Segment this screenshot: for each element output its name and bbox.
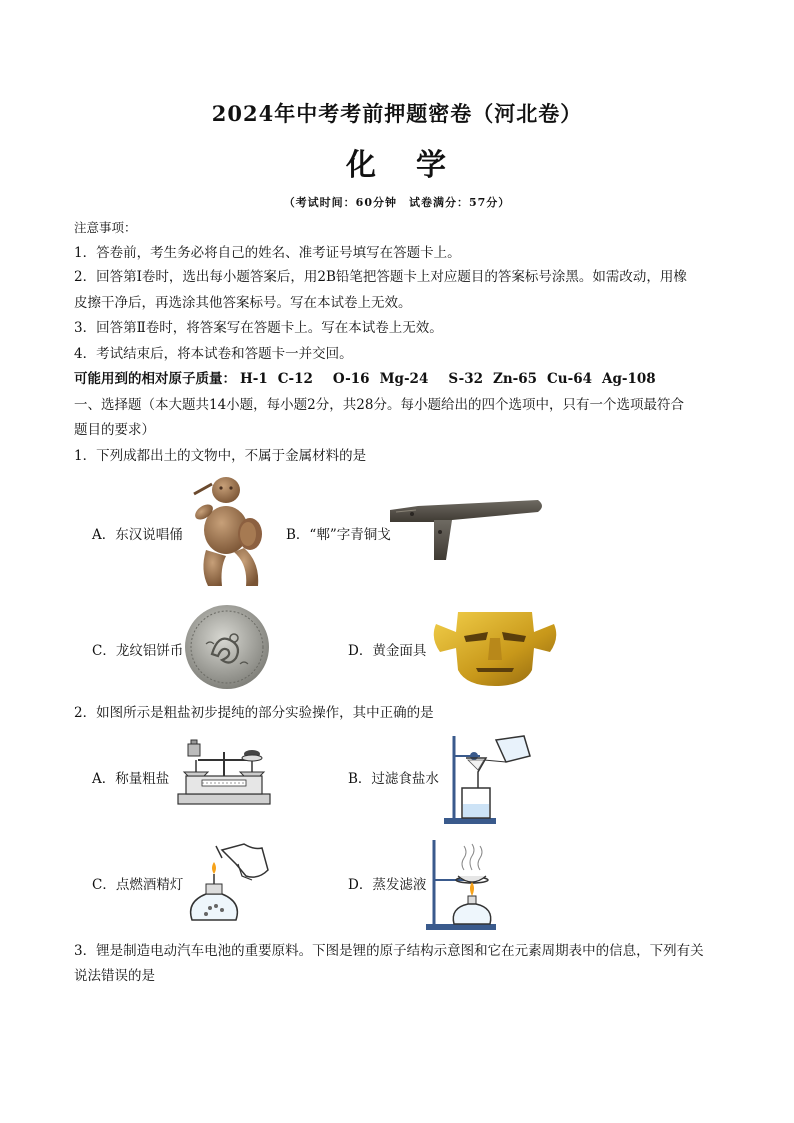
section-heading-cont: 题目的要求） (74, 422, 155, 438)
alcohol-lamp-lighting-image (182, 840, 274, 926)
atomic-mass-label: 可能用到的相对原子质量： (74, 371, 236, 387)
storyteller-figurine-image (186, 470, 270, 592)
dragon-coin-image (184, 604, 270, 690)
q1-option-a: A．东汉说唱俑 (92, 527, 183, 543)
q2-option-d: D．蒸发滤液 (348, 877, 427, 893)
question-2-stem: 2．如图所示是粗盐初步提纯的部分实验操作，其中正确的是 (74, 705, 434, 721)
question-3-stem-cont: 说法错误的是 (74, 968, 155, 984)
gold-mask-image (428, 608, 562, 688)
note-item: 1．答卷前，考生务必将自己的姓名、准考证号填写在答题卡上。 (74, 245, 461, 261)
subject-char: 化 (346, 148, 378, 183)
question-1-stem: 1．下列成都出土的文物中，不属于金属材料的是 (74, 448, 367, 464)
atomic-mass-value: H-1 (240, 371, 268, 387)
q1-option-d: D．黄金面具 (348, 643, 427, 659)
bronze-dagger-axe-image (388, 498, 546, 562)
note-item: 3．回答第Ⅱ卷时，将答案写在答题卡上。写在本试卷上无效。 (74, 320, 443, 336)
q2-option-b: B．过滤食盐水 (348, 771, 439, 787)
section-heading: 一、选择题（本大题共14小题，每小题2分，共28分。每小题给出的四个选项中，只有一个选项最符合 (74, 397, 684, 413)
subject-char: 学 (416, 148, 448, 183)
atomic-mass-value: O-16 (332, 371, 370, 387)
note-item: 2．回答第Ⅰ卷时，选出每小题答案后，用2B铅笔把答题卡上对应题目的答案标号涂黑。如需改动，用橡 (74, 269, 687, 285)
atomic-mass-value: Cu-64 (547, 371, 592, 387)
q1-option-c: C．龙纹铝饼币 (92, 643, 184, 659)
note-item: 皮擦干净后，再选涂其他答案标号。写在本试卷上无效。 (74, 295, 412, 311)
q2-option-a: A．称量粗盐 (92, 771, 170, 787)
subject-heading (0, 140, 794, 184)
atomic-mass-value: S-32 (448, 371, 483, 387)
atomic-mass-value: Mg-24 (379, 371, 429, 387)
notes-heading: 注意事项： (74, 220, 137, 235)
balance-scale-image (172, 738, 276, 808)
exam-title: 2024年中考考前押题密卷（河北卷） (211, 101, 583, 126)
atomic-mass-value: C-12 (277, 371, 313, 387)
question-3-stem: 3．锂是制造电动汽车电池的重要原料。下图是锂的原子结构示意图和它在元素周期表中的信息，下列有关 (74, 943, 704, 959)
atomic-mass-line (74, 368, 734, 390)
q1-option-b: B．“郫”字青铜戈 (286, 527, 391, 543)
atomic-mass-value: Ag-108 (602, 371, 656, 387)
q2-option-c: C．点燃酒精灯 (92, 877, 184, 893)
exam-info: （考试时间：60分钟 试卷满分：57分） (283, 196, 511, 209)
filtration-setup-image (440, 732, 536, 826)
atomic-mass-value: Zn-65 (492, 371, 538, 387)
note-item: 4．考试结束后，将本试卷和答题卡一并交回。 (74, 346, 353, 362)
evaporation-setup-image (424, 836, 506, 932)
